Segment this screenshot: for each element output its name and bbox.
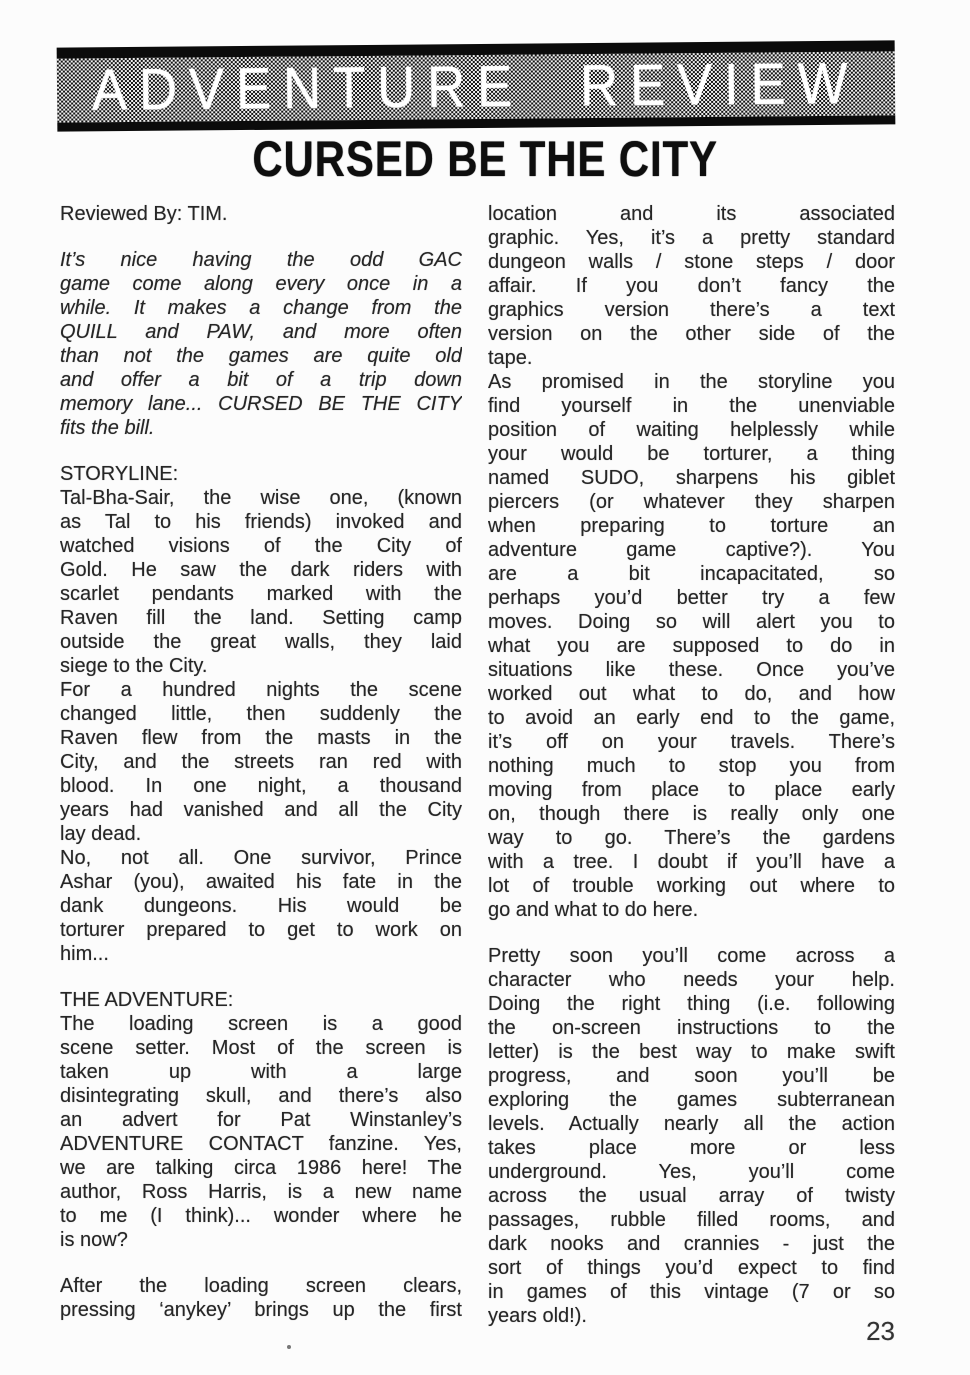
text-line: watched visions of the City of [60, 535, 462, 557]
article-title: CURSED BE THE CITY [252, 131, 718, 187]
text-line: Ashar (you), awaited his fate in the [60, 871, 462, 893]
article-title-row [0, 130, 970, 188]
text-line: ADVENTURE CONTACT fanzine. Yes, [60, 1133, 462, 1155]
text-line: outside the great walls, they laid [60, 631, 462, 653]
text-line: Raven fill the land. Setting camp [60, 607, 462, 629]
text-line: As promised in the storyline you [488, 371, 895, 393]
text-line: dark nooks and crannies - just the [488, 1233, 895, 1255]
text-line: is now? [60, 1229, 128, 1251]
banner-title: ADVENTURE REVIEW [92, 51, 860, 123]
text-line: are a bit incapacitated, so [488, 563, 895, 585]
text-line: levels. Actually nearly all the action [488, 1113, 895, 1135]
text-line: memory lane... CURSED BE THE CITY [60, 393, 462, 415]
text-line: version on the other side of the [488, 323, 895, 345]
text-line: in games of this vintage (7 or so [488, 1281, 895, 1303]
text-line: adventure game captive?). You [488, 539, 895, 561]
scan-speck [287, 1345, 291, 1349]
text-line: fits the bill. [60, 417, 155, 439]
text-line: author, Ross Harris, is a new name [60, 1181, 462, 1203]
text-line: tape. [488, 347, 533, 369]
text-block [60, 248, 462, 440]
text-line: worked out what to do, and how [488, 683, 895, 705]
text-line: character who needs your help. [488, 969, 895, 991]
text-line: City, and the streets ran red with [60, 751, 462, 773]
text-line: graphic. Yes, it’s a pretty standard [488, 227, 895, 249]
text-line: disintegrating skull, and there’s also [60, 1085, 462, 1107]
text-line: years old!). [488, 1305, 587, 1327]
text-block [60, 462, 462, 966]
text-line: on, though there is really only one [488, 803, 895, 825]
text-line: moving from place to place early [488, 779, 895, 801]
text-line: while. It makes a change from the [60, 297, 462, 319]
text-block [60, 1274, 462, 1322]
text-line: After the loading screen clears, [60, 1275, 462, 1297]
text-line: changed little, then suddenly the [60, 703, 462, 725]
text-line: than not the games are quite old [60, 345, 462, 367]
text-line: when preparing to torture an [488, 515, 895, 537]
text-line: the on-screen instructions to the [488, 1017, 895, 1039]
text-line: torturer prepared to get to work on [60, 919, 462, 941]
text-block [488, 202, 895, 922]
text-line: we are talking circa 1986 here! The [60, 1157, 462, 1179]
text-block [488, 944, 895, 1328]
text-line: pressing ‘anykey’ brings up the first [60, 1299, 462, 1321]
text-line: piercers (or whatever they sharpen [488, 491, 895, 513]
text-line: what you are supposed to do in [488, 635, 895, 657]
text-line: across the usual array of twisty [488, 1185, 895, 1207]
text-line: For a hundred nights the scene [60, 679, 462, 701]
text-line: nothing much to stop you from [488, 755, 895, 777]
text-line: game come along every once in a [60, 273, 462, 295]
text-line: graphics version there’s a text [488, 299, 895, 321]
text-line: Tal-Bha-Sair, the wise one, (known [60, 487, 462, 509]
text-line: as Tal to his friends) invoked and [60, 511, 462, 533]
text-line: location and its associated [488, 203, 895, 225]
text-line: passages, rubble filled rooms, and [488, 1209, 895, 1231]
text-block [60, 988, 462, 1252]
text-line: takes place more or less [488, 1137, 895, 1159]
text-line: progress, and soon you’ll be [488, 1065, 895, 1087]
text-line: him... [60, 943, 109, 965]
text-line: dank dungeons. His would be [60, 895, 462, 917]
text-line: It’s nice having the odd GAC [60, 249, 462, 271]
page-number: 23 [866, 1316, 895, 1346]
text-line: No, not all. One survivor, Prince [60, 847, 462, 869]
text-line: perhaps you’d better try a few [488, 587, 895, 609]
text-line: underground. Yes, you’ll come [488, 1161, 895, 1183]
text-line: and offer a bit of a trip down [60, 369, 462, 391]
text-line: go and what to do here. [488, 899, 699, 921]
text-line: lot of trouble working out where to [488, 875, 895, 897]
text-line: scene setter. Most of the screen is [60, 1037, 462, 1059]
text-line: to avoid an early end to the game, [488, 707, 895, 729]
text-line: moves. Doing so will alert you to [488, 611, 895, 633]
text-line: Doing the right thing (i.e. following [488, 993, 895, 1015]
text-line: Raven flew from the masts in the [60, 727, 462, 749]
text-line: find yourself in the unenviable [488, 395, 895, 417]
text-line: siege to the City. [60, 655, 208, 677]
text-block [60, 202, 462, 226]
text-line: way to go. There’s the gardens [488, 827, 895, 849]
text-line: years had vanished and all the City [60, 799, 462, 821]
text-line: your would be torturer, a thing [488, 443, 895, 465]
text-line: situations like these. Once you’ve [488, 659, 895, 681]
text-line: affair. If you don’t fancy the [488, 275, 895, 297]
text-line: it’s off on your travels. There’s [488, 731, 895, 753]
text-line: letter) is the best way to make swift [488, 1041, 895, 1063]
text-line: QUILL and PAW, and more often [60, 321, 462, 343]
text-line: sort of things you’d expect to find [488, 1257, 895, 1279]
adventure-review-banner [57, 40, 896, 131]
text-line: Pretty soon you’ll come across a [488, 945, 895, 967]
text-line: The loading screen is a good [60, 1013, 462, 1035]
text-line: taken up with a large [60, 1061, 462, 1083]
text-line: lay dead. [60, 823, 142, 845]
text-line: exploring the games subterranean [488, 1089, 895, 1111]
text-line: THE ADVENTURE: [60, 989, 234, 1011]
article-column-right [488, 202, 895, 1328]
text-line: STORYLINE: [60, 463, 179, 485]
text-line: with a tree. I doubt if you’ll have a [488, 851, 895, 873]
text-line: an advert for Pat Winstanley’s [60, 1109, 462, 1131]
text-line: Reviewed By: TIM. [60, 203, 228, 225]
text-line: Gold. He saw the dark riders with [60, 559, 462, 581]
article-column-left [60, 202, 462, 1322]
text-line: named SUDO, sharpens his giblet [488, 467, 895, 489]
text-line: scarlet pendants marked with the [60, 583, 462, 605]
text-line: dungeon walls / stone steps / door [488, 251, 895, 273]
text-line: blood. In one night, a thousand [60, 775, 462, 797]
text-line: position of waiting helplessly while [488, 419, 895, 441]
text-line: to me (I think)... wonder where he [60, 1205, 462, 1227]
